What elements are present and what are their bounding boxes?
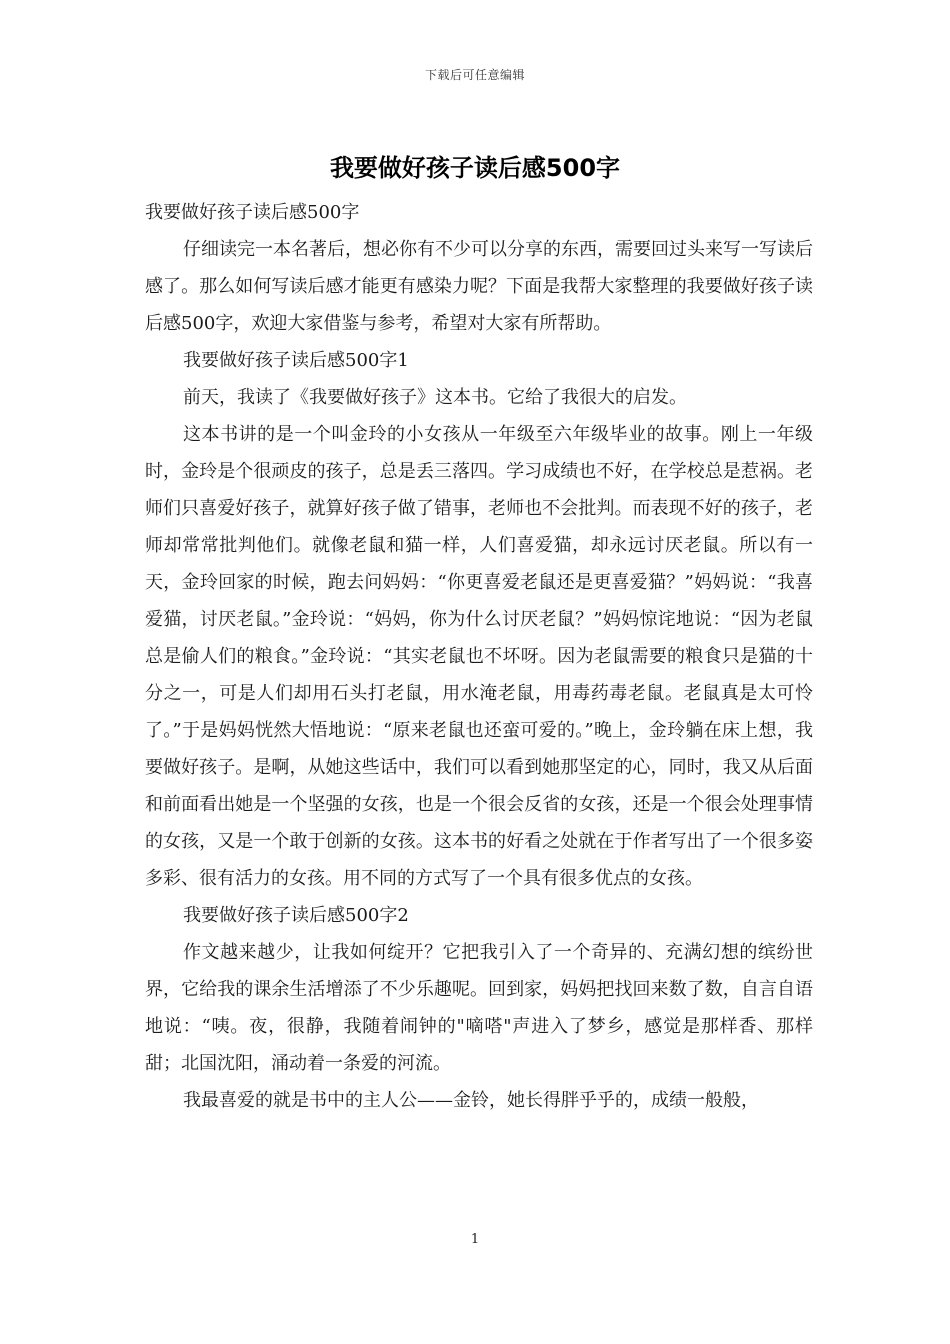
body-paragraph: 我要做好孩子读后感500字2 [183, 905, 409, 926]
page-number: 1 [470, 1232, 480, 1247]
header-note: 下载后可任意编辑 [424, 68, 525, 82]
body-paragraph: 作文越来越少，让我如何绽开？它把我引入了一个奇异的、充满幻想的缤纷世界，它给我的课余生活增添了不少乐趣呢。回到家，妈妈把找回来数了数，自言自语地说：“咦。夜，很静，我随着闹钟的"嘀嗒"声进入了梦乡，感觉是那样香、那样甜；北国沈阳，涌动着一条爱的河流。 [145, 942, 813, 1074]
body-paragraph: 我最喜爱的就是书中的主人公——金铃，她长得胖乎乎的，成绩一般般， [183, 1090, 759, 1111]
document-title: 我要做好孩子读后感500字 [329, 154, 621, 182]
body-paragraph: 我要做好孩子读后感500字1 [183, 350, 409, 371]
body-paragraph: 这本书讲的是一个叫金玲的小女孩从一年级至六年级毕业的故事。刚上一年级时，金玲是个很顽皮的孩子，总是丢三落四。学习成绩也不好，在学校总是惹祸。老师们只喜爱好孩子，就算好孩子做了错事，老师也不会批判。而表现不好的孩子，老师却常常批判他们。就像老鼠和猫一样，人们喜爱猫，却永远讨厌老鼠。所以有一天，金玲回家的时候，跑去问妈妈：“你更喜爱老鼠还是更喜爱猫？”妈妈说：“我喜爱猫，讨厌老鼠。”金玲说：“妈妈，你为什么讨厌老鼠？”妈妈惊诧地说：“因为老鼠总是偷人们的粮食。”金玲说：“其实老鼠也不坏呀。因为老鼠需要的粮食只是猫的十分之一，可是人们却用石头打老鼠，用水淹老鼠，用毒药毒老鼠。老鼠真是太可怜了。”于是妈妈恍然大悟地说：“原来老鼠也还蛮可爱的。”晚上，金玲躺在床上想，我要做好孩子。是啊，从她这些话中，我们可以看到她那坚定的心，同时，我又从后面和前面看出她是一个坚强的女孩，也是一个很会反省的女孩，还是一个很会处理事情的女孩，又是一个敢于创新的女孩。这本书的好看之处就在于作者写出了一个很多姿多彩、很有活力的女孩。用不同的方式写了一个具有很多优点的女孩。 [145, 424, 813, 889]
subtitle-line: 我要做好孩子读后感500字 [145, 202, 360, 223]
body-paragraph: 仔细读完一本名著后，想必你有不少可以分享的东西，需要回过头来写一写读后感了。那么如何写读后感才能更有感染力呢？下面是我帮大家整理的我要做好孩子读后感500字，欢迎大家借鉴与参考，希望对大家有所帮助。 [145, 239, 813, 334]
body-paragraph: 前天，我读了《我要做好孩子》这本书。它给了我很大的启发。 [183, 387, 687, 408]
document-body [145, 194, 813, 1119]
